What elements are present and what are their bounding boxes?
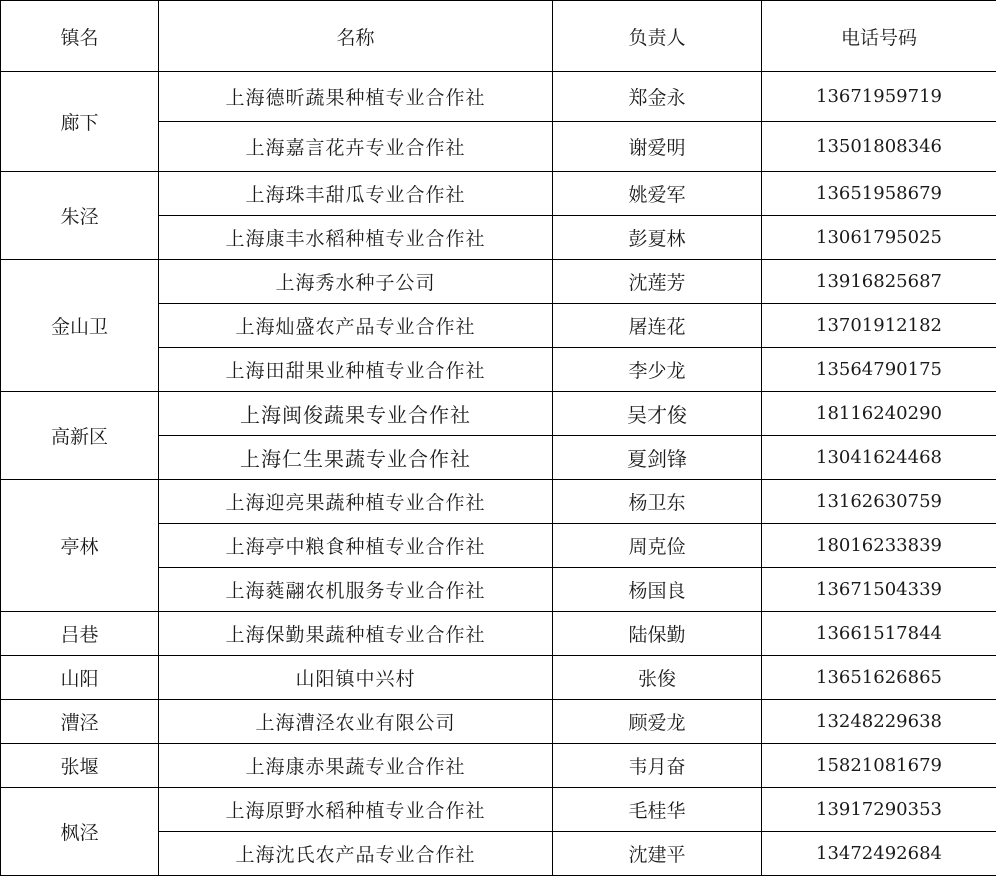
phone-number-cell: 13671959719 bbox=[762, 72, 996, 122]
phone-number-cell: 13671504339 bbox=[762, 568, 996, 612]
contact-person-cell: 韦月奋 bbox=[553, 744, 762, 788]
phone-number-cell: 13061795025 bbox=[762, 216, 996, 260]
cooperative-name-cell: 上海秀水种子公司 bbox=[159, 260, 553, 304]
phone-number-cell: 13248229638 bbox=[762, 700, 996, 744]
contact-person-cell: 杨国良 bbox=[553, 568, 762, 612]
town-cell: 金山卫 bbox=[1, 260, 159, 392]
contact-person-cell: 毛桂华 bbox=[553, 788, 762, 832]
cooperative-name-cell: 上海田甜果业种植专业合作社 bbox=[159, 348, 553, 392]
phone-number-cell: 18016233839 bbox=[762, 524, 996, 568]
contact-person-cell: 沈莲芳 bbox=[553, 260, 762, 304]
cooperative-name-cell: 上海嘉言花卉专业合作社 bbox=[159, 122, 553, 172]
contact-person-cell: 屠连花 bbox=[553, 304, 762, 348]
phone-number-cell: 13651958679 bbox=[762, 172, 996, 216]
header-phone: 电话号码 bbox=[762, 1, 996, 72]
table-row bbox=[1, 480, 996, 524]
town-cell: 朱泾 bbox=[1, 172, 159, 260]
phone-number-cell: 13661517844 bbox=[762, 612, 996, 656]
table-row bbox=[1, 744, 996, 788]
header-person: 负责人 bbox=[553, 1, 762, 72]
cooperative-name-cell: 上海迎亮果蔬种植专业合作社 bbox=[159, 480, 553, 524]
header-row bbox=[1, 1, 996, 72]
contact-person-cell: 李少龙 bbox=[553, 348, 762, 392]
phone-number-cell: 15821081679 bbox=[762, 744, 996, 788]
cooperative-name-cell: 上海康丰水稻种植专业合作社 bbox=[159, 216, 553, 260]
town-cell: 吕巷 bbox=[1, 612, 159, 656]
phone-number-cell: 13917290353 bbox=[762, 788, 996, 832]
table-body bbox=[1, 72, 996, 876]
contact-person-cell: 周克俭 bbox=[553, 524, 762, 568]
cooperative-name-cell: 上海珠丰甜瓜专业合作社 bbox=[159, 172, 553, 216]
phone-number-cell: 13916825687 bbox=[762, 260, 996, 304]
phone-number-cell: 18116240290 bbox=[762, 392, 996, 436]
cooperative-name-cell: 上海德昕蔬果种植专业合作社 bbox=[159, 72, 553, 122]
contact-person-cell: 郑金永 bbox=[553, 72, 762, 122]
town-cell: 亭林 bbox=[1, 480, 159, 612]
cooperative-name-cell: 山阳镇中兴村 bbox=[159, 656, 553, 700]
phone-number-cell: 13041624468 bbox=[762, 436, 996, 480]
cooperative-name-cell: 上海闽俊蔬果专业合作社 bbox=[159, 392, 553, 436]
cooperative-name-cell: 上海仁生果蔬专业合作社 bbox=[159, 436, 553, 480]
phone-number-cell: 13162630759 bbox=[762, 480, 996, 524]
contact-person-cell: 陆保勤 bbox=[553, 612, 762, 656]
phone-number-cell: 13472492684 bbox=[762, 832, 996, 876]
table-row bbox=[1, 700, 996, 744]
cooperative-name-cell: 上海灿盛农产品专业合作社 bbox=[159, 304, 553, 348]
contact-person-cell: 吴才俊 bbox=[553, 392, 762, 436]
phone-number-cell: 13651626865 bbox=[762, 656, 996, 700]
phone-number-cell: 13701912182 bbox=[762, 304, 996, 348]
contact-person-cell: 张俊 bbox=[553, 656, 762, 700]
town-cell: 漕泾 bbox=[1, 700, 159, 744]
contact-person-cell: 姚爱军 bbox=[553, 172, 762, 216]
contact-person-cell: 彭夏林 bbox=[553, 216, 762, 260]
table-row bbox=[1, 788, 996, 832]
contact-person-cell: 杨卫东 bbox=[553, 480, 762, 524]
table-row bbox=[1, 392, 996, 436]
cooperative-name-cell: 上海原野水稻种植专业合作社 bbox=[159, 788, 553, 832]
table-row bbox=[1, 260, 996, 304]
contact-person-cell: 谢爱明 bbox=[553, 122, 762, 172]
cooperative-name-cell: 上海漕泾农业有限公司 bbox=[159, 700, 553, 744]
header-name: 名称 bbox=[159, 1, 553, 72]
contact-person-cell: 夏剑锋 bbox=[553, 436, 762, 480]
table-row bbox=[1, 72, 996, 122]
cooperative-name-cell: 上海保勤果蔬种植专业合作社 bbox=[159, 612, 553, 656]
town-cell: 张堰 bbox=[1, 744, 159, 788]
town-cell: 枫泾 bbox=[1, 788, 159, 876]
table-row bbox=[1, 656, 996, 700]
table-row bbox=[1, 172, 996, 216]
cooperative-name-cell: 上海康赤果蔬专业合作社 bbox=[159, 744, 553, 788]
contact-person-cell: 顾爱龙 bbox=[553, 700, 762, 744]
contact-person-cell: 沈建平 bbox=[553, 832, 762, 876]
town-cell: 廊下 bbox=[1, 72, 159, 172]
cooperative-name-cell: 上海沈氏农产品专业合作社 bbox=[159, 832, 553, 876]
cooperative-name-cell: 上海亭中粮食种植专业合作社 bbox=[159, 524, 553, 568]
town-cell: 山阳 bbox=[1, 656, 159, 700]
cooperative-name-cell: 上海蕤翮农机服务专业合作社 bbox=[159, 568, 553, 612]
town-cell: 高新区 bbox=[1, 392, 159, 480]
phone-number-cell: 13564790175 bbox=[762, 348, 996, 392]
table-row bbox=[1, 612, 996, 656]
phone-number-cell: 13501808346 bbox=[762, 122, 996, 172]
header-town: 镇名 bbox=[1, 1, 159, 72]
